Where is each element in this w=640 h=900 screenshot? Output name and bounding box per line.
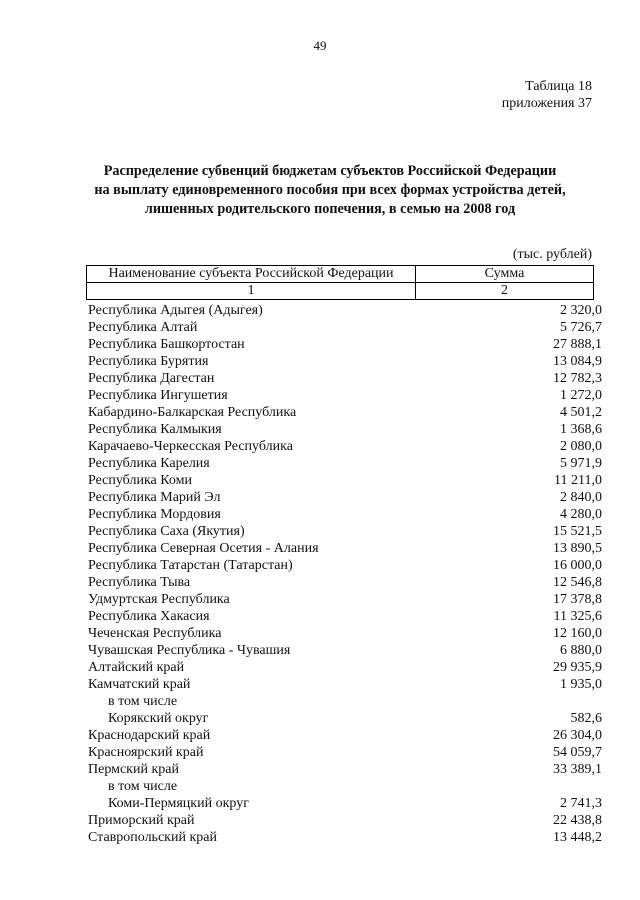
table-row — [88, 727, 602, 744]
header-col-number-1: 1 — [87, 283, 416, 300]
amount-value: 1 935,0 — [560, 677, 602, 692]
table-row — [88, 523, 602, 540]
amount-value: 13 448,2 — [553, 830, 602, 845]
amount-value: 5 971,9 — [560, 456, 602, 471]
amount-value: 2 080,0 — [560, 439, 602, 454]
table-number: Таблица 18 — [525, 79, 592, 94]
amount-value: 12 546,8 — [553, 575, 602, 590]
region-name: Чеченская Республика — [88, 626, 222, 641]
region-name: Республика Саха (Якутия) — [88, 524, 245, 539]
table-row — [88, 540, 602, 557]
table-row — [88, 625, 602, 642]
amount-value: 1 272,0 — [560, 388, 602, 403]
header-row — [87, 266, 594, 283]
table-row — [88, 302, 602, 319]
table-row — [88, 557, 602, 574]
table-row — [88, 421, 602, 438]
amount-value: 582,6 — [570, 711, 602, 726]
table-row — [88, 489, 602, 506]
region-name: Камчатский край — [88, 677, 191, 692]
region-name: Карачаево-Черкесская Республика — [88, 439, 293, 454]
table-row — [88, 591, 602, 608]
amount-value: 1 368,6 — [560, 422, 602, 437]
region-name: Республика Хакасия — [88, 609, 210, 624]
amount-value: 12 782,3 — [553, 371, 602, 386]
region-name: Республика Мордовия — [88, 507, 221, 522]
region-name: Чувашская Республика - Чувашия — [88, 643, 291, 658]
table-row — [88, 387, 602, 404]
table-row — [88, 353, 602, 370]
amount-value: 33 389,1 — [553, 762, 602, 777]
table-body — [88, 302, 602, 846]
region-name: Ставропольский край — [88, 830, 217, 845]
table-row — [88, 438, 602, 455]
region-name: Корякский округ — [108, 711, 209, 726]
amount-value: 2 741,3 — [560, 796, 602, 811]
region-name: Кабардино-Балкарская Республика — [88, 405, 297, 420]
region-name: Красноярский край — [88, 745, 204, 760]
table-row — [88, 370, 602, 387]
table-row — [88, 404, 602, 421]
title-line-2: на выплату единовременного пособия при всех формах устройства детей, — [94, 182, 566, 198]
region-name: Алтайский край — [88, 660, 185, 675]
table-row — [88, 319, 602, 336]
table-row — [88, 693, 602, 710]
region-name: Республика Марий Эл — [88, 490, 221, 505]
amount-value: 16 000,0 — [553, 558, 602, 573]
region-name: Республика Башкортостан — [88, 337, 245, 352]
region-name: Республика Калмыкия — [88, 422, 222, 437]
amount-value: 4 280,0 — [560, 507, 602, 522]
table-row — [88, 812, 602, 829]
page-number: 49 — [313, 38, 327, 53]
amount-value: 6 880,0 — [560, 643, 602, 658]
region-name: Республика Алтай — [88, 320, 198, 335]
region-name: Республика Северная Осетия - Алания — [88, 541, 319, 556]
amount-value: 12 160,0 — [553, 626, 602, 641]
table-row — [88, 829, 602, 846]
title-line-3: лишенных родительского попечения, в семью на 2008 год — [144, 201, 516, 217]
table-row — [88, 659, 602, 676]
amount-value: 2 840,0 — [560, 490, 602, 505]
region-name: Республика Дагестан — [88, 371, 215, 386]
table-row — [88, 574, 602, 591]
amount-value: 22 438,8 — [553, 813, 602, 828]
header-col-number-2: 2 — [416, 283, 594, 300]
table-reference — [502, 78, 592, 112]
region-name: Приморский край — [88, 813, 195, 828]
header-region-name: Наименование субъекта Российской Федерации — [87, 266, 416, 283]
region-name: Коми-Пермяцкий округ — [108, 796, 249, 811]
amount-value: 11 325,6 — [553, 609, 602, 624]
header-number-row — [87, 283, 594, 300]
region-name: Республика Тыва — [88, 575, 191, 590]
table-row — [88, 455, 602, 472]
region-name: Республика Татарстан (Татарстан) — [88, 558, 293, 573]
appendix-number: приложения 37 — [501, 96, 592, 111]
amount-value: 17 378,8 — [553, 592, 602, 607]
table-row — [88, 506, 602, 523]
table-row — [88, 336, 602, 353]
table-row — [88, 608, 602, 625]
table-row — [88, 744, 602, 761]
table-row — [88, 761, 602, 778]
region-name: в том числе — [108, 694, 178, 709]
table-header — [86, 265, 594, 300]
region-name: Республика Коми — [88, 473, 192, 488]
header-amount: Сумма — [416, 266, 594, 283]
region-name: Республика Адыгея (Адыгея) — [88, 303, 263, 318]
amount-value: 4 501,2 — [560, 405, 602, 420]
region-name: Республика Карелия — [88, 456, 210, 471]
table-row — [88, 642, 602, 659]
table-row — [88, 472, 602, 489]
table-row — [88, 676, 602, 693]
document-title — [60, 162, 600, 219]
table-row — [88, 795, 602, 812]
region-name: Краснодарский край — [88, 728, 211, 743]
amount-value: 15 521,5 — [553, 524, 602, 539]
table-row — [88, 710, 602, 727]
units-label: (тыс. рублей) — [512, 247, 592, 262]
amount-value: 13 890,5 — [553, 541, 602, 556]
region-name: Республика Бурятия — [88, 354, 209, 369]
region-name: Удмуртская Республика — [88, 592, 230, 607]
amount-value: 11 211,0 — [554, 473, 602, 488]
amount-value: 26 304,0 — [553, 728, 602, 743]
amount-value: 13 084,9 — [553, 354, 602, 369]
amount-value: 5 726,7 — [560, 320, 602, 335]
amount-value: 27 888,1 — [553, 337, 602, 352]
amount-value: 2 320,0 — [560, 303, 602, 318]
region-name: в том числе — [108, 779, 178, 794]
table-row — [88, 778, 602, 795]
title-line-1: Распределение субвенций бюджетам субъектов Российской Федерации — [103, 163, 557, 179]
amount-value: 54 059,7 — [553, 745, 602, 760]
region-name: Республика Ингушетия — [88, 388, 228, 403]
region-name: Пермский край — [88, 762, 179, 777]
amount-value: 29 935,9 — [553, 660, 602, 675]
